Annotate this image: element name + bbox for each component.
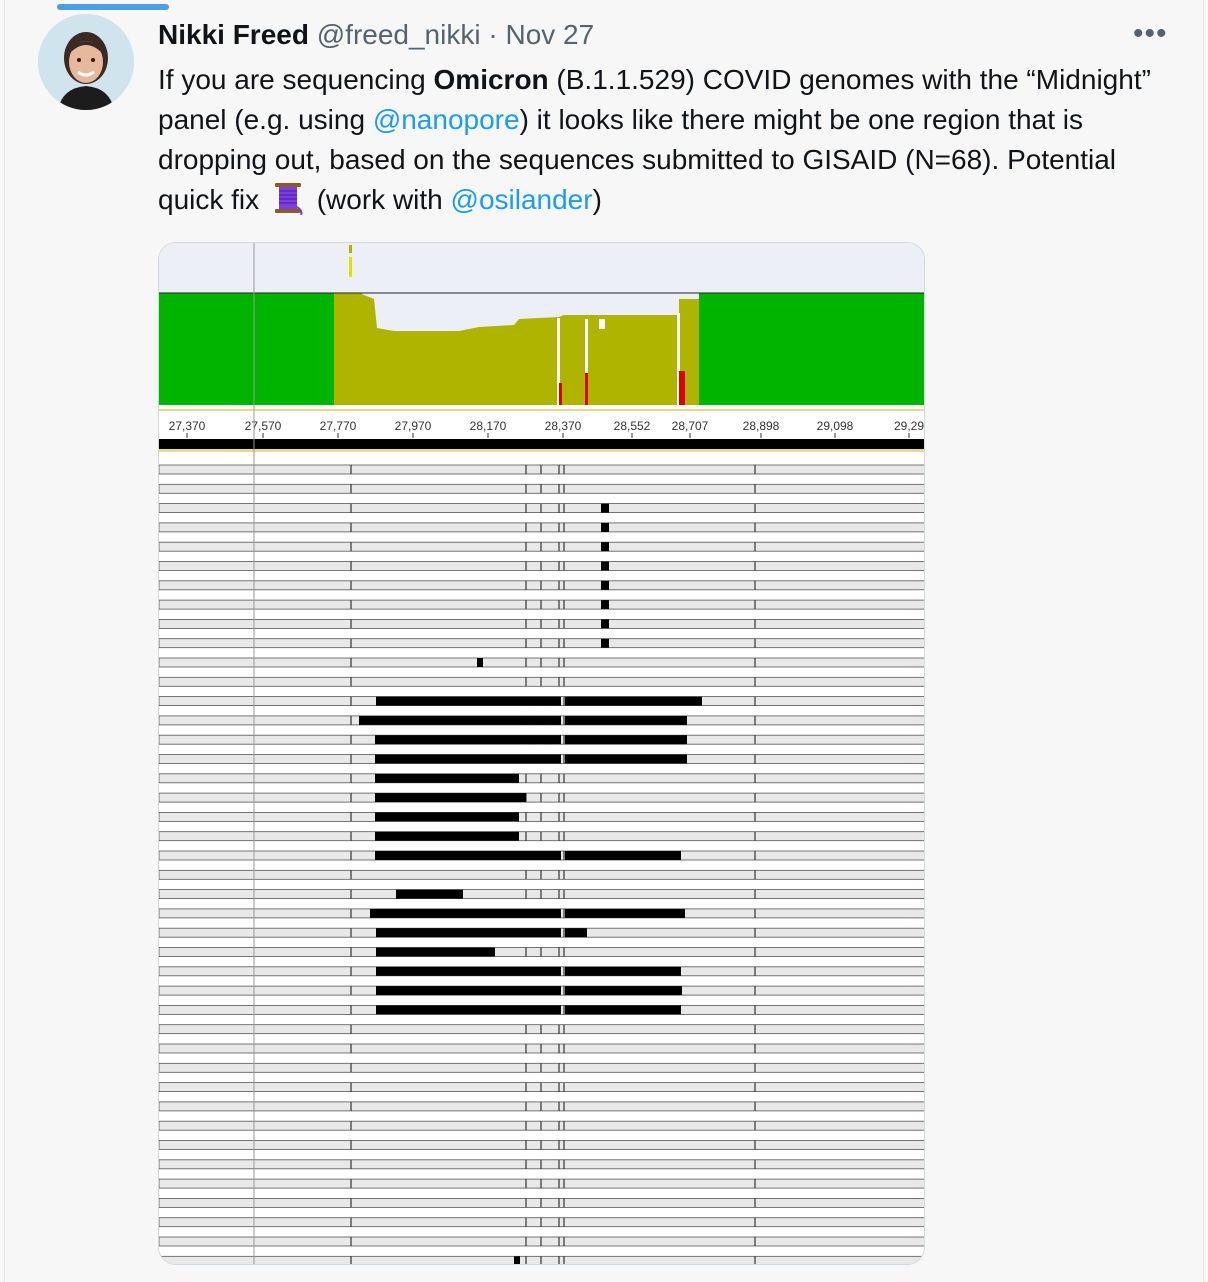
mismatch-block [601,619,609,628]
tweet-text-part: (B.1.1.529) COVID genomes with the “Midnight” panel (e.g. using [158,64,1151,135]
read-row [159,1141,925,1150]
dropout-block [375,832,519,841]
tweet-media-image[interactable] [158,242,925,1265]
dropout-block [565,697,702,706]
read-row [159,948,925,957]
ruler-tick-label: 28,370 [544,419,582,433]
dropout-block [565,716,687,725]
dropout-block [565,735,687,744]
dropout-block [376,967,561,976]
separator-dot: · [488,19,498,50]
mismatch-block [601,562,609,571]
read-row [159,1160,925,1169]
dropout-block [565,986,682,995]
tweet-text-part: (work with [308,184,451,215]
read-row [159,832,925,841]
read-row [159,812,925,821]
dropout-block [375,793,526,802]
read-row [159,1218,925,1227]
thread-spool-icon [271,181,305,215]
read-row [159,619,925,628]
dropout-block [565,755,687,764]
dropout-block [565,928,587,937]
tweet-text-bold: Omicron [433,64,549,95]
dropout-block [396,890,463,899]
ruler-tick-label: 28,170 [469,419,507,433]
dropout-block [359,716,561,725]
read-row [159,542,925,551]
tweet-header [158,18,594,52]
ruler-tick-label: 28,898 [742,419,780,433]
dropout-block [375,812,519,821]
dropout-block [376,1005,561,1014]
read-row [159,1121,925,1130]
read-row [159,870,925,879]
mismatch-block [601,600,609,609]
mismatch-block [514,1256,520,1265]
mention-link[interactable]: @osilander [450,184,593,215]
dropout-block [376,697,561,706]
read-row [159,562,925,571]
read-row [159,1256,925,1265]
author-name[interactable]: Nikki Freed [158,19,309,50]
dropout-block [376,948,495,957]
dropout-block [565,1005,681,1014]
read-row [159,1025,925,1034]
more-options-icon[interactable]: ••• [1133,17,1168,50]
tweet-text-part: ) it looks like there might be one region that is dropping out, based on the sequences submitted to GISAID (N=68). Potential quick fix [158,104,1117,215]
ruler-tick-label: 28,707 [671,419,709,433]
mismatch-block [601,504,609,513]
ruler-tick-label: 27,970 [394,419,432,433]
read-row [159,658,925,667]
mismatch-block [601,542,609,551]
mismatch-block [601,581,609,590]
avatar-image [38,14,134,110]
read-row [159,484,925,493]
dropout-block [565,909,685,918]
read-row [159,1179,925,1188]
read-row [159,774,925,783]
mismatch-block [601,523,609,532]
tweet-text-part: ) [592,184,602,215]
dropout-block [370,909,561,918]
read-row [159,1102,925,1111]
dropout-block [565,967,681,976]
read-row [159,504,925,513]
read-row [159,1083,925,1092]
top-indicator-bar [57,4,169,10]
dropout-block [565,851,681,860]
read-row [159,1044,925,1053]
mismatch-block [477,658,483,667]
read-row [159,677,925,686]
dropout-block [376,986,561,995]
read-row [159,600,925,609]
ruler-tick-label: 29,29 [893,419,925,433]
ruler-tick-label: 27,370 [168,419,206,433]
read-row [159,523,925,532]
dropout-block [375,851,561,860]
dropout-block [375,755,561,764]
read-row [159,793,925,802]
mention-link[interactable]: @nanopore [372,104,520,135]
sequence-alignment-view [159,243,925,1265]
mismatch-block [601,639,609,648]
avatar[interactable] [38,14,134,110]
read-row [159,1237,925,1246]
tweet-text-part: If you are sequencing [158,64,434,95]
read-row [159,890,925,899]
read-row [159,581,925,590]
read-row [159,639,925,648]
read-row [159,465,925,474]
ruler-tick-label: 27,770 [319,419,357,433]
ruler-tick-label: 29,098 [816,419,854,433]
dropout-block [376,928,561,937]
dropout-block [375,735,561,744]
ruler-tick-label: 28,552 [613,419,651,433]
coverage-track [159,243,925,405]
tweet-text [158,60,1158,220]
tweet-date[interactable]: Nov 27 [505,19,595,50]
read-row [159,1198,925,1207]
author-handle[interactable]: @freed_nikki [316,19,481,50]
ruler-tick-label: 27,570 [244,419,282,433]
dropout-block [375,774,519,783]
read-row [159,1063,925,1072]
